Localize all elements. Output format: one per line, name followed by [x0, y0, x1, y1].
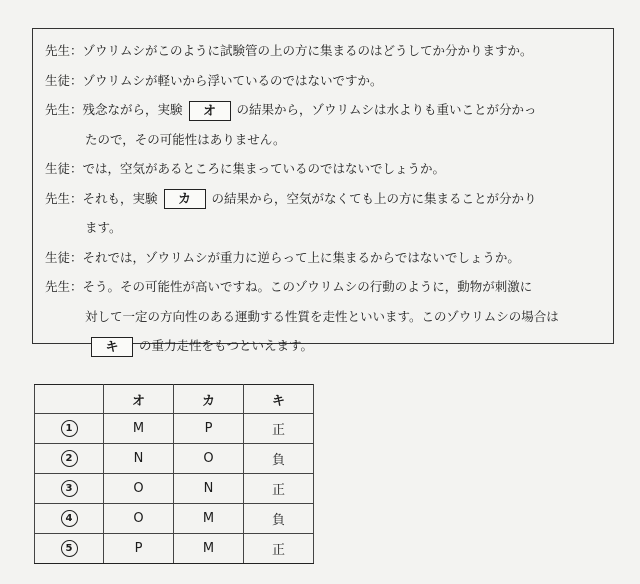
- cell-o: N: [104, 444, 174, 474]
- cell-ka: M: [174, 504, 244, 534]
- answer-box-ka: カ: [164, 189, 206, 209]
- header-ki: キ: [244, 385, 314, 414]
- cell-o: M: [104, 414, 174, 444]
- circled-number: 1: [61, 420, 78, 437]
- cell-o: O: [104, 474, 174, 504]
- dialogue-text: たので，その可能性はありません。: [85, 131, 286, 147]
- table-row: [35, 474, 314, 504]
- cell-o: P: [104, 534, 174, 564]
- answer-box-o: オ: [189, 101, 231, 121]
- dialogue-text: 先生：ゾウリムシがこのように試験管の上の方に集まるのはどうしてか分かりますか。: [45, 43, 533, 58]
- choice-number: [35, 534, 104, 564]
- dialogue-line: [45, 272, 605, 302]
- dialogue-line: [45, 95, 605, 125]
- dialogue-text: 生徒：では，空気があるところに集まっているのではないでしょうか。: [45, 161, 446, 176]
- dialogue-text: の重力走性をもつといえます。: [139, 338, 314, 353]
- dialogue-text: 先生：残念ながら，実験: [45, 102, 183, 117]
- table-row: [35, 504, 314, 534]
- choice-number: [35, 444, 104, 474]
- header-blank: [35, 385, 104, 414]
- circled-number: 2: [61, 450, 78, 467]
- dialogue-line: [45, 331, 605, 361]
- cell-ki: 正: [244, 474, 314, 504]
- table-header-row: [35, 385, 314, 414]
- dialogue-line: [45, 302, 605, 332]
- circled-number: 5: [61, 540, 78, 557]
- dialogue-text: 先生：それも，実験: [45, 190, 158, 206]
- choice-number: [35, 414, 104, 444]
- table-row: [35, 534, 314, 564]
- dialogue-line: [45, 243, 605, 273]
- dialogue-line: [45, 36, 605, 66]
- dialogue-text: 先生：そう。その可能性が高いですね。このゾウリムシの行動のように，動物が刺激に: [45, 279, 533, 294]
- cell-o: O: [104, 504, 174, 534]
- circled-number: 3: [61, 480, 78, 497]
- dialogue-line: [45, 66, 605, 96]
- dialogue-text: の結果から，空気がなくても上の方に集まることが分かり: [211, 190, 537, 206]
- dialogue-text: 対して一定の方向性のある運動する性質を走性といいます。このゾウリムシの場合は: [85, 308, 559, 324]
- cell-ki: 正: [244, 414, 314, 444]
- choice-number: [35, 474, 104, 504]
- table-row: [35, 444, 314, 474]
- table-row: [35, 414, 314, 444]
- dialogue-text: の結果から，ゾウリムシは水よりも重いことが分かっ: [236, 102, 537, 117]
- cell-ka: O: [174, 444, 244, 474]
- dialogue-text: 生徒：ゾウリムシが軽いから浮いているのではないですか。: [45, 72, 383, 88]
- choice-number: [35, 504, 104, 534]
- dialogue-line: [45, 213, 605, 243]
- circled-number: 4: [61, 510, 78, 527]
- dialogue-text: ます。: [85, 220, 122, 235]
- cell-ki: 負: [244, 504, 314, 534]
- cell-ki: 負: [244, 444, 314, 474]
- answer-box-ki: キ: [91, 337, 133, 357]
- dialogue-line: [45, 184, 605, 214]
- cell-ka: N: [174, 474, 244, 504]
- dialogue-line: [45, 125, 605, 155]
- cell-ki: 正: [244, 534, 314, 564]
- header-o: オ: [104, 385, 174, 414]
- cell-ka: M: [174, 534, 244, 564]
- header-ka: カ: [174, 385, 244, 414]
- answer-choice-table: [34, 384, 314, 564]
- dialogue-text: 生徒：それでは，ゾウリムシが重力に逆らって上に集まるからではないでしょうか。: [45, 249, 520, 265]
- cell-ka: P: [174, 414, 244, 444]
- dialogue-box: [32, 28, 614, 355]
- dialogue-line: [45, 154, 605, 184]
